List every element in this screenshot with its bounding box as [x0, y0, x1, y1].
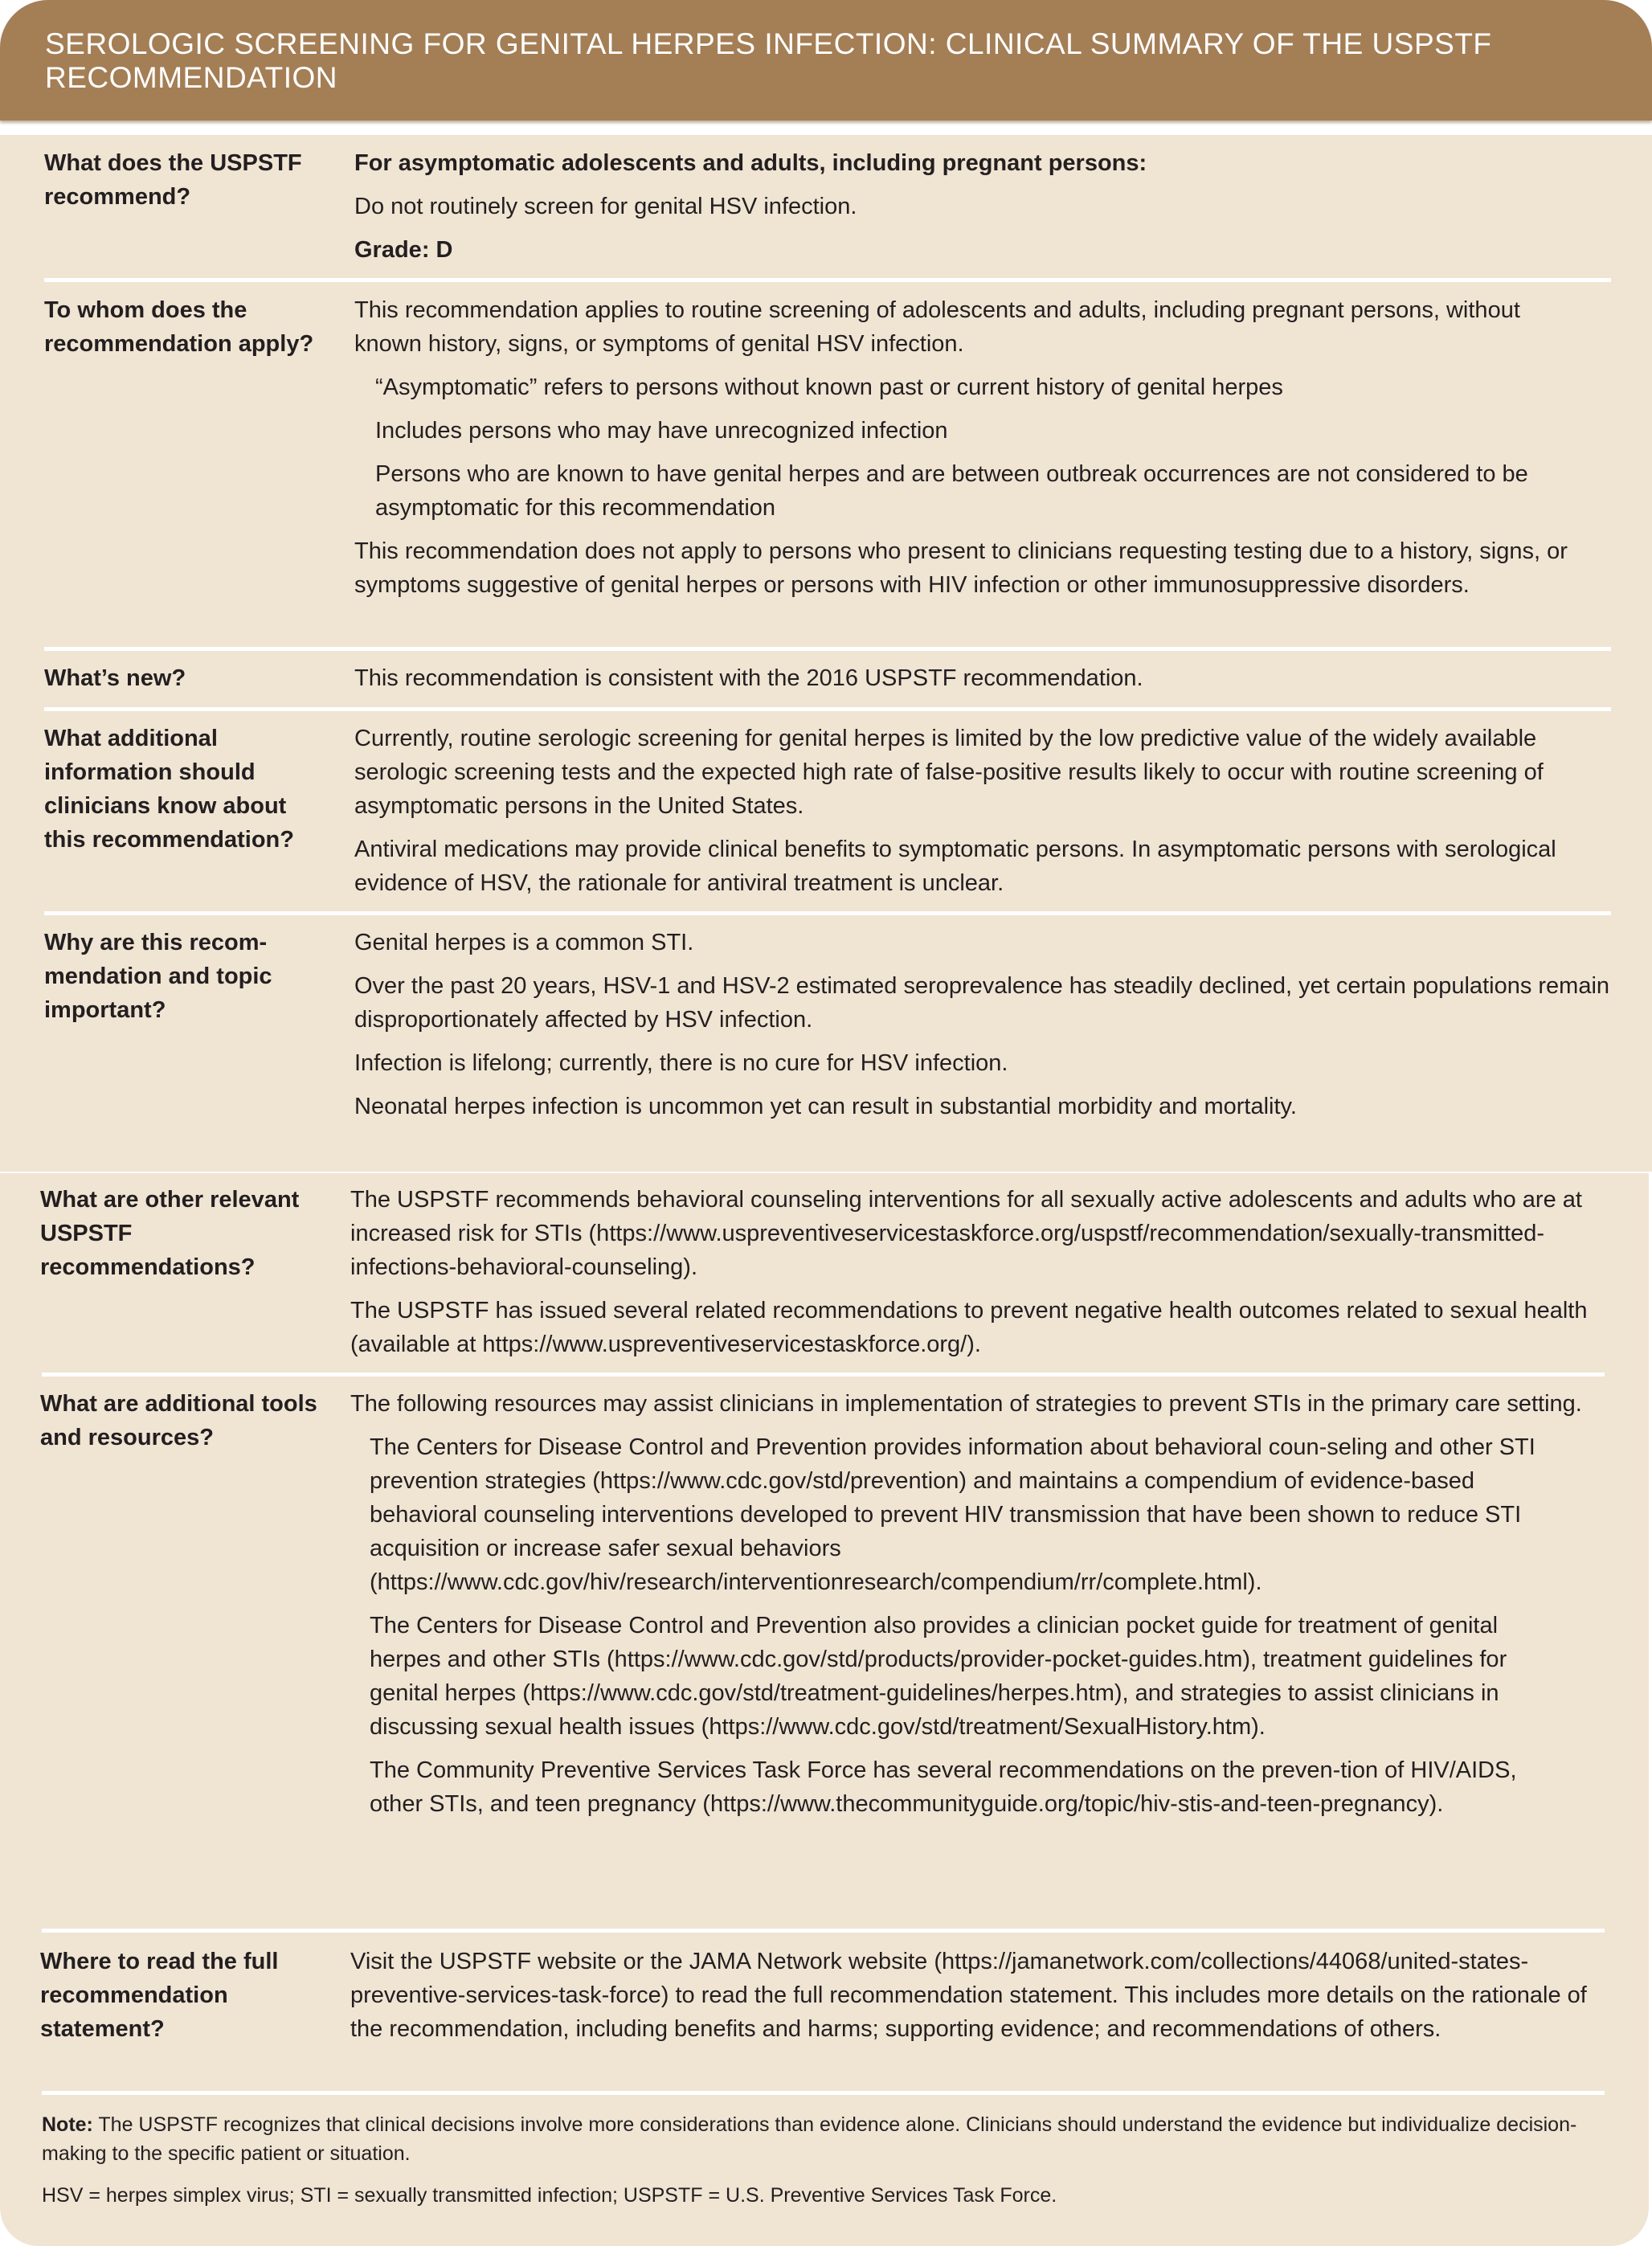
- paragraph: Infection is lifelong; currently, there is no cure for HSV infection.: [354, 1050, 1008, 1076]
- row-content-importance: [354, 926, 1620, 1133]
- row-content-recommend: [354, 146, 1616, 276]
- paragraph: This recommendation is consistent with the 2016 USPSTF recommendation.: [354, 665, 1143, 691]
- row-divider: [42, 2091, 1605, 2095]
- note-text: The USPSTF recognizes that clinical decisions involve more considerations than evidence alone. Clinicians should understand the evidence but individualize decision-making to the specific patient or situation.: [42, 2113, 1577, 2165]
- paragraph: The USPSTF has issued several related recommendations to prevent negative health outcomes related to sexual health (available at https://www.uspreventiveservicestaskforce.org/).: [350, 1298, 1588, 1357]
- paragraph: Visit the USPSTF website or the JAMA Network website (https://jamanetwork.com/collections/44068/united-states-preventive-services-task-force) to read the full recommendation statement. This includes more details on the rationale of the recommendation, including benefits and harms; supporting evidence; and recommendations of others.: [350, 1949, 1587, 2042]
- row-label-additional-info: What additional information should clinicians know about this recommendation?: [44, 726, 294, 853]
- row-content-whats-new: [354, 661, 1608, 705]
- row-divider: [44, 278, 1611, 282]
- resource-item: The Centers for Disease Control and Prevention also provides a clinician pocket guide for treatment of genital herpes and other STIs (https://www.cdc.gov/std/products/provider-pocket-guides.htm), treatment guidelines for genital herpes (https://www.cdc.gov/std/treatment-guidelines/herpes.htm), and strategies to assist clinicians in discussing sexual health issues (https://www.cdc.gov/std/treatment/SexualHistory.htm).: [370, 1613, 1507, 1740]
- paragraph: The following resources may assist clinicians in implementation of strategies to prevent STIs in the primary care setting.: [350, 1391, 1582, 1417]
- paragraph: Currently, routine serologic screening for genital herpes is limited by the low predictive value of the widely available serologic screening tests and the expected high rate of false-positive results likely to occur with routine screening of asymptomatic persons in the United States.: [354, 726, 1544, 819]
- row-divider: [42, 1373, 1605, 1377]
- population-statement: For asymptomatic adolescents and adults, including pregnant persons:: [354, 150, 1147, 176]
- row-content-additional-info: [354, 722, 1620, 910]
- row-label-recommend: What does the USPSTF recommend?: [44, 150, 302, 210]
- row-label-tools-resources: What are additional tools and resources?: [40, 1391, 317, 1450]
- sub-item: Includes persons who may have unrecognized infection: [375, 418, 948, 444]
- page-title: SEROLOGIC SCREENING FOR GENITAL HERPES INFECTION: CLINICAL SUMMARY OF THE USPSTF RECOMMENDATION: [45, 27, 1492, 94]
- summary-header: [0, 0, 1652, 121]
- row-label-population: To whom does the recommendation apply?: [44, 297, 314, 357]
- resource-item: The Community Preventive Services Task Force has several recommendations on the preven-tion of HIV/AIDS, other STIs, and teen pregnancy (https://www.thecommunityguide.org/topic/hiv-stis-and-teen-pregnancy).: [370, 1757, 1517, 1817]
- sub-item: Persons who are known to have genital herpes and are between outbreak occurrences are not considered to be asymptomatic for this recommendation: [375, 461, 1528, 521]
- row-content-population: [354, 293, 1592, 612]
- row-label-related-recommendations: What are other relevant USPSTF recommendations?: [40, 1187, 300, 1280]
- footnote: [42, 2110, 1609, 2223]
- paragraph: Over the past 20 years, HSV-1 and HSV-2 estimated seroprevalence has steadily declined, yet certain populations remain disproportionately affected by HSV infection.: [354, 973, 1610, 1033]
- paragraph: The USPSTF recommends behavioral counseling interventions for all sexually active adolescents and adults who are at increased risk for STIs (https://www.uspreventiveservicestaskforce.org/uspstf/recommendation/sexually-transmitted-infections-behavioral-counseling).: [350, 1187, 1582, 1280]
- paragraph: This recommendation applies to routine screening of adolescents and adults, including pregnant persons, without known history, signs, or symptoms of genital HSV infection.: [354, 297, 1520, 357]
- row-content-related-recommendations: [350, 1183, 1604, 1371]
- grade-badge: Grade: D: [354, 237, 453, 263]
- paragraph: Antiviral medications may provide clinical benefits to symptomatic persons. In asymptomatic persons with serological evidence of HSV, the rationale for antiviral treatment is unclear.: [354, 837, 1556, 896]
- note-label: Note:: [42, 2113, 93, 2136]
- row-content-full-statement: [350, 1945, 1588, 2056]
- row-divider: [42, 1929, 1605, 1933]
- paragraph: Neonatal herpes infection is uncommon yet can result in substantial morbidity and mortality.: [354, 1094, 1297, 1119]
- row-divider: [44, 647, 1611, 651]
- row-label-whats-new: What’s new?: [44, 665, 186, 691]
- sub-item: “Asymptomatic” refers to persons without known past or current history of genital herpes: [375, 374, 1283, 400]
- row-content-tools-resources: [350, 1387, 1604, 1831]
- row-label-full-statement: Where to read the full recommendation statement?: [40, 1949, 279, 2042]
- abbreviations: HSV = herpes simplex virus; STI = sexually transmitted infection; USPSTF = U.S. Preventive Services Task Force.: [42, 2184, 1057, 2207]
- paragraph: Genital herpes is a common STI.: [354, 930, 694, 955]
- row-label-importance: Why are this recom-mendation and topic important?: [44, 930, 272, 1023]
- row-divider: [44, 707, 1611, 711]
- resource-item: The Centers for Disease Control and Prevention provides information about behavioral coun-seling and other STI prevention strategies (https://www.cdc.gov/std/prevention) and maintains a compendium of evidence-based behavioral counseling interventions developed to prevent HIV transmission that have been shown to reduce STI acquisition or increase safer sexual behaviors (https://www.cdc.gov/hiv/research/interventionresearch/compendium/rr/complete.html).: [370, 1434, 1535, 1595]
- paragraph: This recommendation does not apply to persons who present to clinicians requesting testing due to a history, signs, or symptoms suggestive of genital herpes or persons with HIV infection or other immunosuppressive disorders.: [354, 538, 1568, 598]
- row-divider: [44, 911, 1611, 915]
- recommendation-statement: Do not routinely screen for genital HSV infection.: [354, 194, 857, 219]
